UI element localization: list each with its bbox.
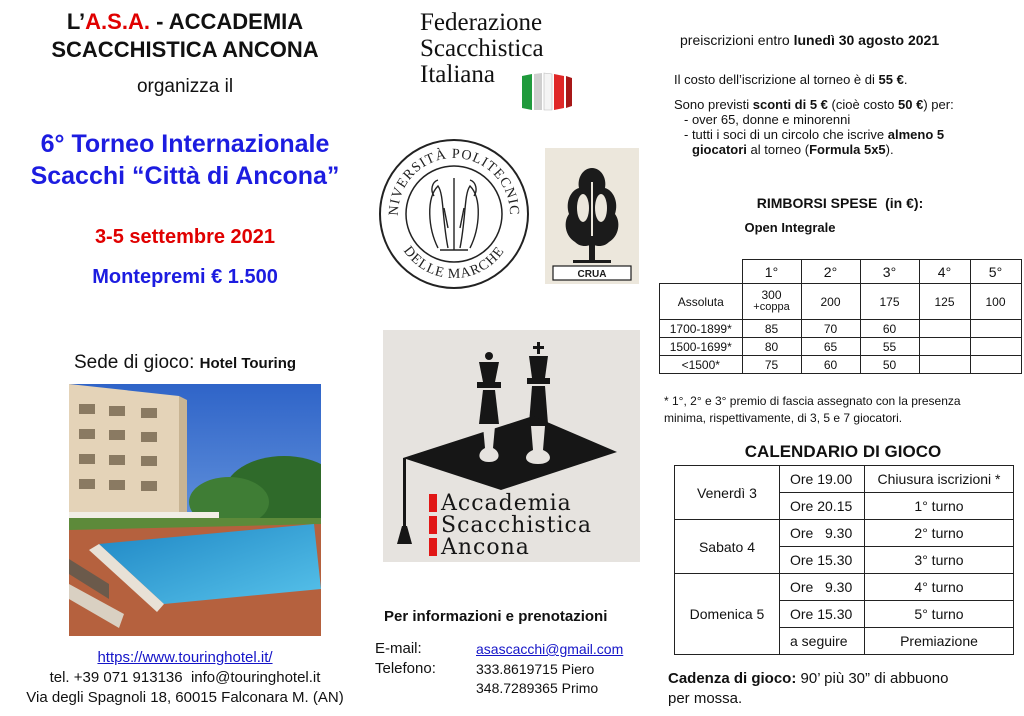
refunds-cell-1: 75 <box>742 356 801 374</box>
refunds-note-line1: * 1°, 2° e 3° premio di fascia assegnato con la presenza <box>664 394 961 408</box>
refunds-cell-4 <box>919 356 970 374</box>
calendar-event: 2° turno <box>865 520 1014 547</box>
calendar-time: Ore 15.30 <box>780 547 865 574</box>
calendar-day: Venerdì 3 <box>675 466 780 520</box>
venue-url-link[interactable]: https://www.touringhotel.it/ <box>97 649 273 666</box>
calendar-time: Ore 9.30 <box>780 520 865 547</box>
preregistration-label: preiscrizioni entro <box>680 32 790 48</box>
refunds-subtitle: Open Integrale <box>744 220 836 235</box>
bullet2-bold-3: Formula 5x5 <box>809 142 886 157</box>
refunds-cell-1 <box>742 284 801 320</box>
calendar-row <box>675 574 1014 601</box>
refunds-title: RIMBORSI SPESE (in €): <box>756 195 924 211</box>
refunds-cell-4 <box>919 338 970 356</box>
venue-name: Hotel Touring <box>199 355 297 372</box>
crua-logo <box>545 148 639 284</box>
refunds-row-label: 1500-1699* <box>660 338 743 356</box>
refunds-cell-1: 85 <box>742 320 801 338</box>
univpm-seal-top-text: NIVERSITÀ POLITECNIC <box>386 146 522 217</box>
refunds-cell-5 <box>970 356 1021 374</box>
phone-number-2: 348.7289365 Primo <box>476 680 599 696</box>
calendar-event: 1° turno <box>865 493 1014 520</box>
email-label: E-mail: <box>375 640 422 657</box>
tournament-dates: 3-5 settembre 2021 <box>94 226 276 248</box>
calendar-row <box>675 466 1014 493</box>
cost-line <box>674 72 907 87</box>
calendar-title: CALENDARIO DI GIOCO <box>744 442 942 461</box>
refunds-header-cell: 5° <box>970 260 1021 284</box>
bullet2-text-1: - tutti i soci di un circolo che iscrive <box>684 127 885 142</box>
refunds-row-label: <1500* <box>660 356 743 374</box>
refunds-header-cell: 1° <box>742 260 801 284</box>
asa-logo-line2: Scacchistica <box>441 513 592 538</box>
venue-label: Sede di gioco: <box>73 352 195 373</box>
bullet2-text-3: ). <box>885 142 894 157</box>
venue-url-wrap <box>0 649 370 666</box>
tournament-title-line2: Scacchi “Città di Ancona” <box>30 162 340 190</box>
tournament-title-line1: 6° Torneo Internazionale <box>40 130 330 158</box>
refunds-cell-3: 60 <box>860 320 919 338</box>
calendar-time: Ore 15.30 <box>780 601 865 628</box>
prize-fund: Montepremi € 1.500 <box>92 266 278 288</box>
calendar-event: Chiusura iscrizioni * <box>865 466 1014 493</box>
refunds-cell-3: 55 <box>860 338 919 356</box>
calendar-day: Domenica 5 <box>675 574 780 655</box>
contacts-title: Per informazioni e prenotazioni <box>384 608 608 625</box>
asa-logo-line3: Ancona <box>441 535 530 560</box>
preregistration-line <box>680 32 939 48</box>
asa-logo <box>383 330 640 562</box>
calendar-time: a seguire <box>780 628 865 655</box>
organizer-line2: SCACCHISTICA ANCONA <box>51 37 319 62</box>
venue-phone-email: tel. +39 071 913136 info@touringhotel.it <box>49 669 321 686</box>
refunds-cell-note: +coppa <box>753 301 790 313</box>
refunds-row <box>660 356 1022 374</box>
refunds-row <box>660 320 1022 338</box>
calendar-time: Ore 9.30 <box>780 574 865 601</box>
refunds-cell-2: 200 <box>801 284 860 320</box>
bullet2-bold-2: giocatori <box>692 142 747 157</box>
refunds-cell-4: 125 <box>919 284 970 320</box>
asa-logo-line1: Accademia <box>441 491 572 516</box>
venue-address: Via degli Spagnoli 18, 60015 Falconara M. (AN) <box>26 689 344 706</box>
refunds-header-row <box>660 260 1022 284</box>
discount-text-1: Sono previsti <box>674 97 750 112</box>
discount-bullet-2 <box>674 127 1019 157</box>
svg-text:Accademia Scacchistica <box>440 491 600 560</box>
refunds-cell-3: 50 <box>860 356 919 374</box>
time-control-label: Cadenza di gioco: <box>668 670 797 687</box>
time-control <box>668 669 1013 709</box>
refunds-cell-2: 60 <box>801 356 860 374</box>
refunds-header-cell: 4° <box>919 260 970 284</box>
discount-cost: 50 € <box>898 97 924 112</box>
calendar-event: 5° turno <box>865 601 1014 628</box>
refunds-row-label: Assoluta <box>660 284 743 320</box>
refunds-row <box>660 338 1022 356</box>
discount-amount: sconti di 5 € <box>752 97 828 112</box>
refunds-row-label: 1700-1899* <box>660 320 743 338</box>
calendar-time: Ore 20.15 <box>780 493 865 520</box>
tournament-title <box>0 128 370 192</box>
phone-label: Telefono: <box>375 660 436 677</box>
calendar-table <box>674 465 1014 655</box>
refunds-cell-4 <box>919 320 970 338</box>
discount-bullet-1: - over 65, donne e minorenni <box>684 112 851 127</box>
preregistration-date: lunedì 30 agosto 2021 <box>793 32 940 48</box>
refunds-cell-5: 100 <box>970 284 1021 320</box>
phone-number-1: 333.8619715 Piero <box>476 661 595 677</box>
calendar-time: Ore 19.00 <box>780 466 865 493</box>
email-link[interactable]: asascacchi@gmail.com <box>476 641 624 657</box>
fsi-logo-line1: Federazione <box>420 9 543 36</box>
cost-text: Il costo dell’iscrizione al torneo è di <box>674 72 875 87</box>
organizer-suffix: - ACCADEMIA <box>149 9 304 34</box>
refunds-cell-2: 70 <box>801 320 860 338</box>
organizes-text: organizza il <box>136 76 234 97</box>
refunds-cell-3: 175 <box>860 284 919 320</box>
refunds-note-line2: minima, rispettivamente, di 3, 5 e 7 giocatori. <box>664 411 903 425</box>
refunds-header-cell: 2° <box>801 260 860 284</box>
bullet2-text-2: al torneo ( <box>750 142 810 157</box>
fsi-logo-line3: Italiana <box>420 61 495 88</box>
fsi-logo-line2: Scacchistica <box>420 35 544 62</box>
cost-value: 55 € <box>878 72 904 87</box>
discount-line <box>674 97 1019 112</box>
discount-text-3: ) per: <box>923 97 954 112</box>
refunds-cell-1: 80 <box>742 338 801 356</box>
refunds-cell-5 <box>970 320 1021 338</box>
refunds-row <box>660 284 1022 320</box>
organizer-acronym: A.S.A. <box>85 9 150 34</box>
italian-flag-icon <box>520 70 574 117</box>
refunds-table <box>659 259 1022 374</box>
refunds-header-cell: 3° <box>860 260 919 284</box>
time-control-line2: per mossa. <box>668 690 743 707</box>
calendar-event: 3° turno <box>865 547 1014 574</box>
refunds-cell-value: 300 <box>761 288 782 302</box>
univpm-seal <box>378 138 530 295</box>
discount-text-2: (cioè costo <box>831 97 895 112</box>
organizer-prefix: L’ <box>66 9 86 34</box>
refunds-cell-5 <box>970 338 1021 356</box>
calendar-day: Sabato 4 <box>675 520 780 574</box>
refunds-cell-2: 65 <box>801 338 860 356</box>
organizer-title <box>0 8 370 64</box>
univpm-seal-bottom-text: DELLE MARCHE <box>400 243 508 283</box>
bullet2-bold-1: almeno 5 <box>887 127 945 142</box>
calendar-row <box>675 520 1014 547</box>
hotel-photo <box>69 384 321 636</box>
venue-heading <box>0 352 370 374</box>
calendar-event: Premiazione <box>865 628 1014 655</box>
refunds-note <box>664 393 961 427</box>
time-control-line1: 90’ più 30” di abbuono <box>800 670 949 687</box>
calendar-event: 4° turno <box>865 574 1014 601</box>
cost-end: . <box>903 72 908 87</box>
discount-block <box>674 97 1019 157</box>
crua-logo-text: CRUA <box>577 269 607 280</box>
